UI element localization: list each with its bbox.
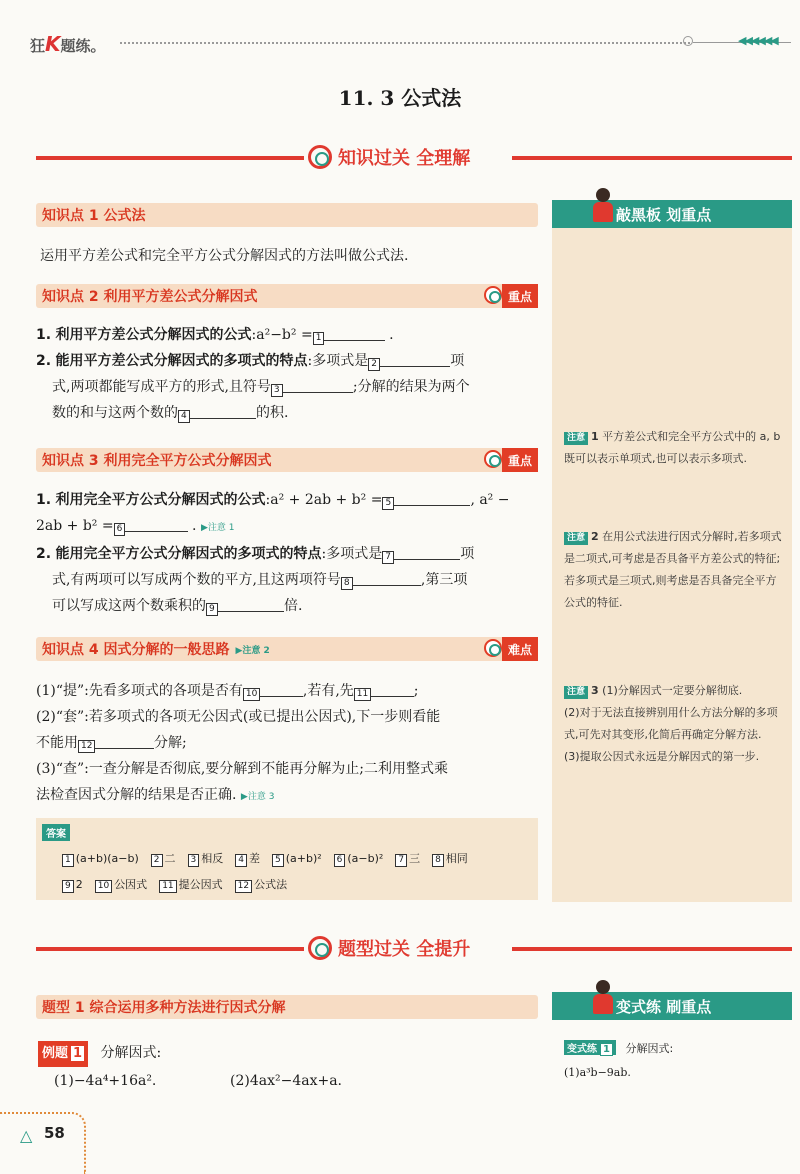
example-1: 例题 1 分解因式: [38,1040,161,1067]
target-icon [484,639,502,657]
answer-item: 11 提公因式 [159,878,222,891]
banner-knowledge [308,144,470,170]
knowledge-point-3-bar [36,448,538,472]
variant-title: 变式练 刷重点 [616,997,712,1016]
answer-item: 2 二 [151,852,176,865]
blank-2[interactable]: 2 [368,351,450,367]
side-note-2: 注意 2 在用公式法进行因式分解时,若多项式是二项式,可考虑是否具备平方差公式的特征;若多项式是三项式,则考虑是否具备完全平方公式的特征. [564,530,782,609]
knowledge-point-3-label: 知识点 3 利用完全平方公式分解因式 [42,453,272,469]
answer-row-1 [62,850,480,867]
blank-6[interactable]: 6 [114,516,188,532]
target-icon [308,145,332,169]
brand-logo: 狂K题练。 [30,32,106,56]
answer-item: 4 差 [235,852,260,865]
side-note-3: 注意 3 (1)分解因式一定要分解彻底. (2)对于无法直接辨别用什么方法分解的多项式,可先对其变形,化简后再确定分解方法. (3)提取公因式永远是分解因式的第一步. [564,684,778,763]
teacher-icon [588,188,618,224]
knowledge-point-1-text: 运用平方差公式和完全平方公式分解因式的方法叫做公式法. [40,248,409,264]
key-point-badge: 重点 [502,448,538,472]
example-1-q1: (1)−4a⁴+16a². [54,1073,157,1089]
header-circle-icon [683,36,693,46]
key-point-badge: 重点 [502,284,538,308]
blank-11[interactable]: 11 [354,681,414,697]
blank-12[interactable]: 12 [78,733,154,749]
answer-item: 8 相同 [432,852,468,865]
variant-1: 变式练 1 分解因式: [564,1040,673,1056]
knowledge-point-3-content: 1. 利用完全平方公式分解因式的公式:a² + 2ab + b² = 5 , a² − 2ab + b² = 6 . ▶注意 1 2. 能用完全平方公式分解因式的多项式的特点:多项式是 7 项 式,有两项可以写成两个数的平方,且这两项符号 8 ,第三项 可以写成这两个数乘积的 9 倍. [36,492,510,614]
blank-7[interactable]: 7 [382,544,460,560]
knowledge-point-1-bar [36,203,538,227]
page-number: 58 [44,1124,65,1142]
answer-tag: 答案 [42,824,70,841]
example-tag: 例题 1 [38,1041,88,1067]
target-icon [484,450,502,468]
blank-1[interactable]: 1 [313,325,385,341]
banner-question-types [308,935,470,961]
page-corner [0,1112,86,1174]
answer-item: 6 (a−b)² [334,852,384,865]
variant-1-q1: (1)a³b−9ab. [564,1066,631,1079]
answer-item: 10 公因式 [95,878,147,891]
banner-knowledge-label: 知识过关 全理解 [338,148,471,169]
knowledge-point-2-label: 知识点 2 利用平方差公式分解因式 [42,289,258,305]
answer-item: 3 相反 [188,852,224,865]
variant-tag: 变式练 1 [564,1040,616,1055]
knowledge-point-1-label: 知识点 1 公式法 [42,208,146,224]
banner-question-types-label: 题型过关 全提升 [338,939,471,960]
target-icon [484,286,502,304]
note-3-link[interactable]: ▶注意 3 [240,792,275,802]
target-icon [308,936,332,960]
arrows-icon: ◀◀◀◀◀◀ [738,34,777,47]
blank-3[interactable]: 3 [271,377,353,393]
blank-5[interactable]: 5 [382,490,470,506]
blank-9[interactable]: 9 [206,596,284,612]
knowledge-point-2-bar [36,284,538,308]
banner-line-right [512,156,792,160]
answer-item: 7 三 [395,852,420,865]
answer-item: 12 公式法 [235,878,287,891]
header-divider [120,42,690,44]
answer-item: 9 2 [62,878,83,891]
ruler-icon: △ [20,1126,33,1145]
banner-line-left [36,947,304,951]
knowledge-point-4-content: (1)“提”:先看多项式的各项是否有 10 ,若有,先 11 ; (2)“套”:若多项式的各项无公因式(或已提出公因式),下一步则看能 不能用 12 分解; (3)“查”:一查分解是否彻底,要分解到不能再分解为止;二利用整式乘 法检查因式分解的结果是否正确. ▶注意 3 [36,683,449,803]
note-1-link[interactable]: ▶注意 1 [200,523,235,533]
difficult-point-badge: 难点 [502,637,538,661]
teacher-icon [588,980,618,1016]
section-title: 11. 3 公式法 [338,86,462,110]
answer-item: 5 (a+b)² [272,852,322,865]
question-type-1-label: 题型 1 综合运用多种方法进行因式分解 [42,1000,286,1016]
knowledge-point-4-bar [36,637,538,661]
blank-10[interactable]: 10 [243,681,303,697]
example-1-q2: (2)4ax²−4ax+a. [230,1073,342,1089]
blank-4[interactable]: 4 [178,403,256,419]
answer-row-2 [62,876,299,893]
question-type-1-bar [36,995,538,1019]
knowledge-point-4-label: 知识点 4 因式分解的一般思路 [42,642,230,658]
blank-8[interactable]: 8 [341,570,421,586]
banner-line-right [512,947,792,951]
note-2-link[interactable]: ▶注意 2 [235,645,270,656]
knowledge-point-2-content: 1. 利用平方差公式分解因式的公式:a²−b² = 1 . 2. 能用平方差公式分解因式的多项式的特点:多项式是 2 项 式,两项都能写成平方的形式,且符号 3 ;分解的结果为两个 数的和与这两个数的 4 的积. [36,327,470,421]
side-note-1: 注意 1 平方差公式和完全平方公式中的 a, b 既可以表示单项式,也可以表示多项式. [564,430,781,465]
banner-line-left [36,156,304,160]
sidebar-title: 敲黑板 划重点 [616,205,712,224]
answer-item: 1 (a+b)(a−b) [62,852,139,865]
